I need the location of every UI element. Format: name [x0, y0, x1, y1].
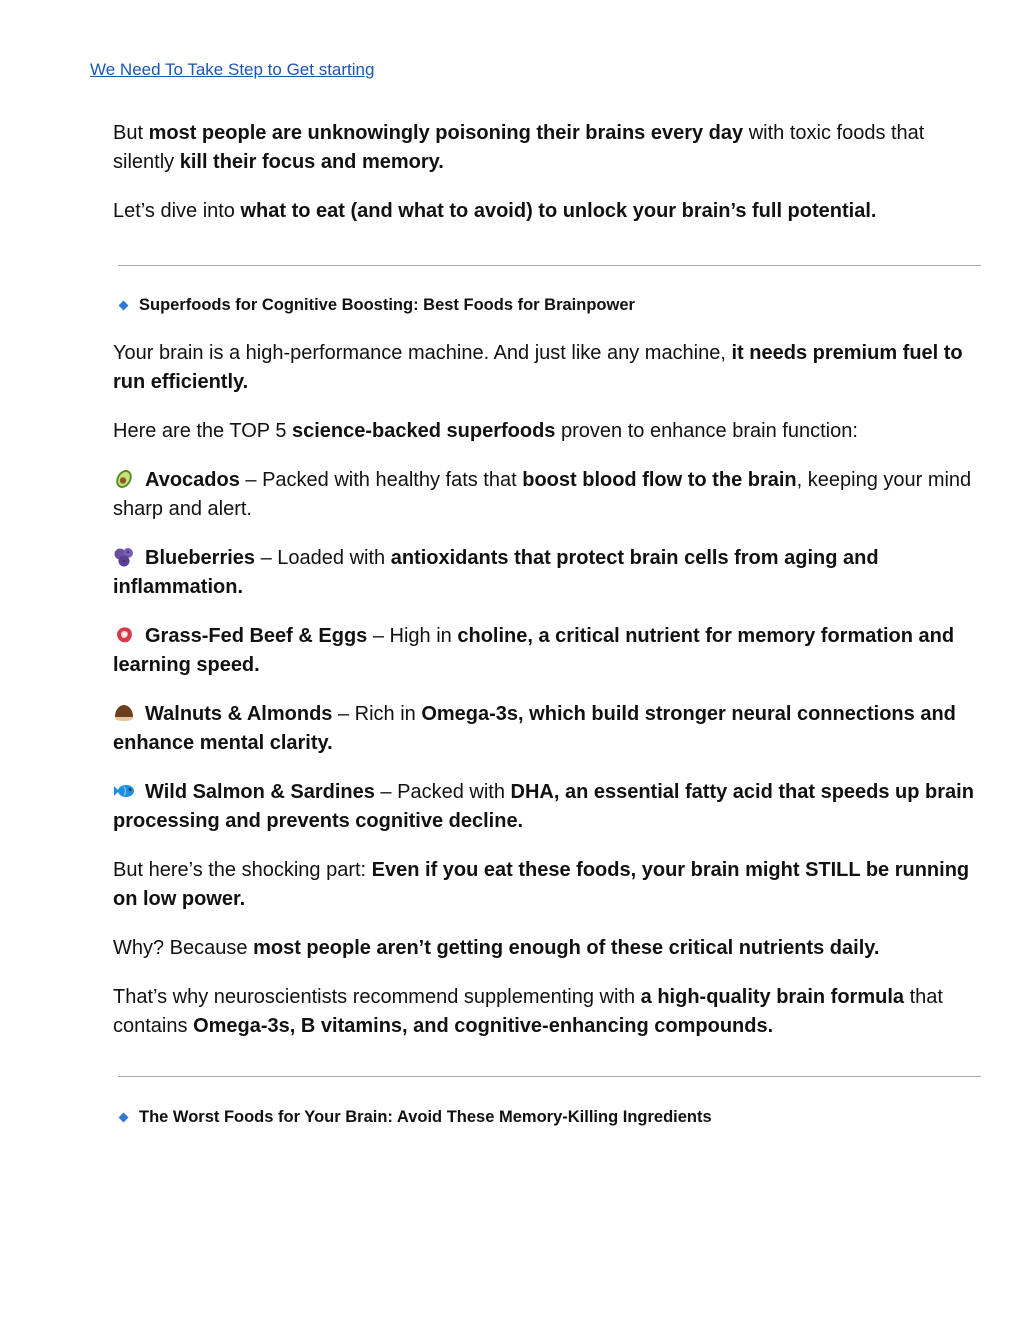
- divider: [118, 265, 981, 266]
- chestnut-icon: [113, 702, 135, 724]
- bold-text: most people aren’t getting enough of these critical nutrients daily.: [253, 937, 880, 959]
- bold-text: what to eat (and what to avoid) to unlock your brain’s full potential.: [240, 200, 877, 222]
- text: Why? Because: [113, 937, 254, 959]
- bold-text: antioxidants that protect brain cells from aging and inflammation.: [113, 547, 879, 598]
- section-heading-text: The Worst Foods for Your Brain: Avoid These Memory-Killing Ingredients: [139, 1108, 712, 1126]
- bold-text: Omega-3s, which build stronger neural connections and enhance mental clarity.: [113, 703, 956, 754]
- bold-text: science-backed superfoods: [292, 420, 556, 442]
- food-item-salmon-sardines: [113, 778, 988, 836]
- bold-text: kill their focus and memory.: [179, 151, 444, 173]
- food-item-avocados: [113, 466, 988, 524]
- section-heading-superfoods: [120, 296, 635, 315]
- text: proven to enhance brain function:: [555, 420, 858, 442]
- superfoods-paragraph-5: [113, 983, 988, 1041]
- text: – Packed with: [374, 781, 511, 803]
- food-item-blueberries: [113, 544, 988, 602]
- text: Your brain is a high-performance machine. And just like any machine,: [113, 342, 732, 364]
- superfoods-section: [113, 339, 988, 1061]
- text: – High in: [367, 625, 458, 647]
- bold-text: Omega-3s, B vitamins, and cognitive-enhancing compounds.: [193, 1015, 774, 1037]
- fish-icon: [113, 780, 135, 802]
- section-heading-text: Superfoods for Cognitive Boosting: Best Foods for Brainpower: [139, 296, 635, 314]
- text: – Rich in: [332, 703, 422, 725]
- food-name: Wild Salmon & Sardines: [145, 781, 375, 803]
- top-link[interactable]: We Need To Take Step to Get starting: [90, 60, 375, 79]
- text: Here are the TOP 5: [113, 420, 292, 442]
- diamond-bullet-icon: [119, 1113, 129, 1123]
- text: That’s why neuroscientists recommend supplementing with: [113, 986, 641, 1008]
- blueberries-icon: [113, 546, 135, 568]
- text: that contains: [113, 986, 943, 1037]
- text: , keeping your mind sharp and alert.: [113, 469, 972, 520]
- text: – Packed with healthy fats that: [239, 469, 523, 491]
- section-heading-worst-foods: [120, 1108, 712, 1127]
- text: But: [113, 122, 149, 144]
- bold-text: DHA, an essential fatty acid that speeds up brain processing and prevents cognitive decline.: [113, 781, 974, 832]
- food-name: Avocados: [145, 469, 240, 491]
- intro-paragraph-1: [113, 119, 988, 177]
- bold-text: it needs premium fuel to run efficiently.: [113, 342, 963, 393]
- food-item-walnuts-almonds: [113, 700, 988, 758]
- superfoods-paragraph-1: [113, 339, 988, 397]
- superfoods-paragraph-3: [113, 856, 988, 914]
- bold-text: most people are unknowingly poisoning their brains every day: [148, 122, 744, 144]
- food-name: Grass-Fed Beef & Eggs: [145, 625, 368, 647]
- food-name: Blueberries: [145, 547, 256, 569]
- superfoods-paragraph-2: [113, 417, 988, 446]
- text: with toxic foods that silently: [113, 122, 925, 173]
- text: – Loaded with: [255, 547, 391, 569]
- superfoods-paragraph-4: [113, 934, 988, 963]
- food-item-beef-eggs: [113, 622, 988, 680]
- divider: [118, 1076, 981, 1077]
- bold-text: a high-quality brain formula: [640, 986, 905, 1008]
- diamond-bullet-icon: [119, 301, 129, 311]
- text: But here’s the shocking part:: [113, 859, 372, 881]
- bold-text: boost blood flow to the brain: [522, 469, 797, 491]
- text: Let’s dive into: [113, 200, 241, 222]
- bold-text: Even if you eat these foods, your brain might STILL be running on low power.: [113, 859, 970, 910]
- avocado-icon: [113, 468, 135, 490]
- food-name: Walnuts & Almonds: [145, 703, 333, 725]
- bold-text: choline, a critical nutrient for memory formation and learning speed.: [113, 625, 955, 676]
- meat-icon: [113, 624, 135, 646]
- intro-section: [113, 119, 988, 246]
- intro-paragraph-2: [113, 197, 988, 226]
